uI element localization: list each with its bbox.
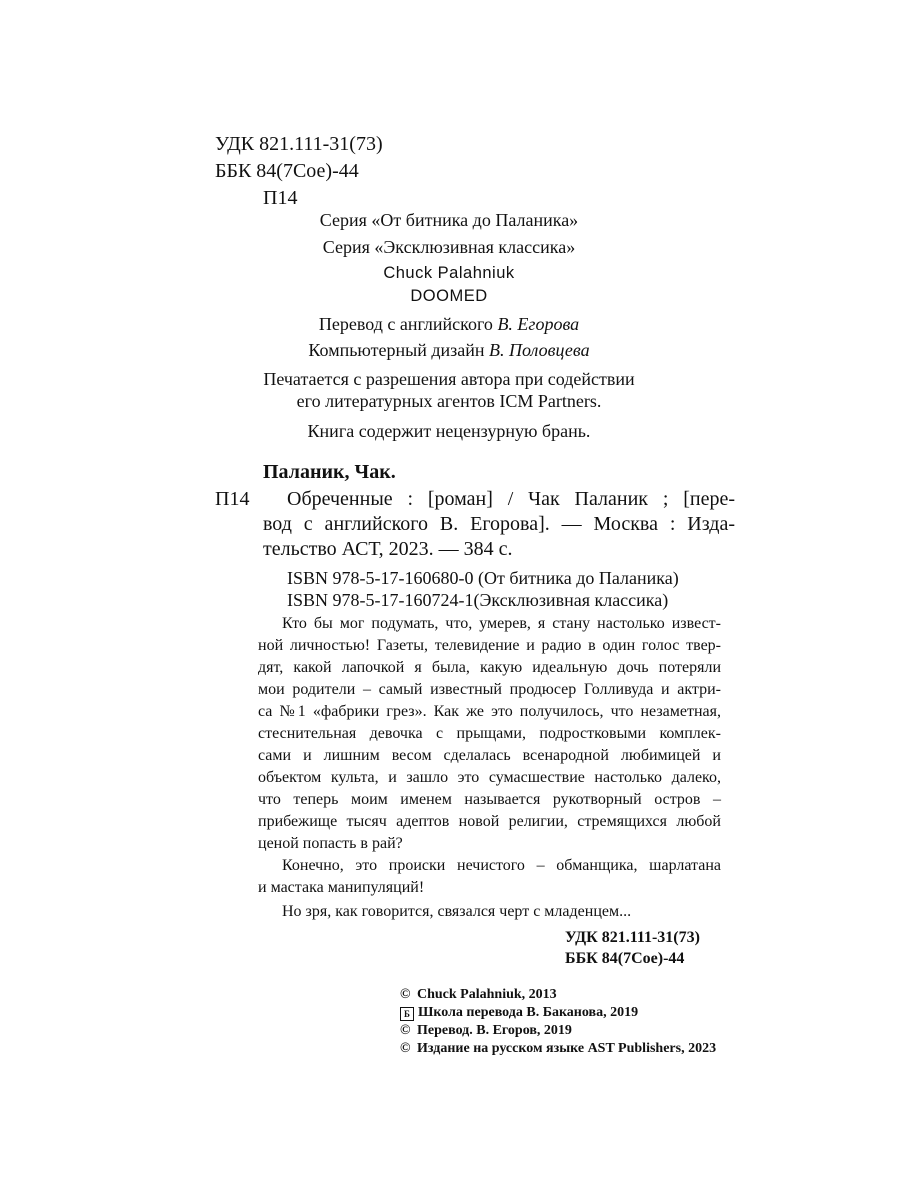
udk-code-repeat: УДК 821.111-31(73) (565, 929, 700, 946)
catalog-mark: П14 (215, 488, 250, 510)
catalog-entry-line-3: тельство АСТ, 2023. — 384 с. (263, 538, 513, 560)
copyright-icon: © (400, 1041, 411, 1056)
content-warning: Книга содержит нецензурную брань. (307, 421, 591, 441)
translation-school-icon: Б (400, 1007, 414, 1021)
permission-line-1: Печатается с разрешения автора при содействии (263, 369, 635, 389)
copyright-text: Перевод. В. Егоров, 2019 (417, 1023, 572, 1038)
udk-code: УДК 821.111-31(73) (215, 133, 383, 155)
design-credit (215, 340, 683, 361)
copyright-icon: © (400, 987, 411, 1002)
catalog-heading: Паланик, Чак. (263, 461, 396, 483)
annotation-line: и мастака манипуляций! (258, 879, 425, 896)
designer-name: В. Половцева (489, 340, 590, 360)
catalog-entry-line-2: вод с английского В. Егорова]. — Москва : Изда- (263, 513, 735, 535)
copyright-text: Школа перевода В. Баканова, 2019 (418, 1005, 639, 1020)
annotation-line: са №1 «фабрики грез». Как же это получилось, что незаметная, (258, 703, 721, 720)
author-mark: П14 (263, 187, 298, 209)
copyright-line (400, 987, 557, 1003)
annotation-line: Кто бы мог подумать, что, умерев, я стану настолько извест- (282, 615, 721, 632)
copyright-line (400, 1023, 572, 1039)
catalog-entry-line-1: Обреченные : [роман] / Чак Паланик ; [пере- (287, 488, 735, 510)
translation-credit (215, 314, 683, 335)
isbn-1: ISBN 978-5-17-160680-0 (От битника до Паланика) (287, 568, 679, 588)
annotation-line: ной личностью! Газеты, телевидение и радио в один голос твер- (258, 637, 721, 654)
isbn-2: ISBN 978-5-17-160724-1(Эксклюзивная классика) (287, 590, 669, 610)
translator-name: В. Егорова (497, 314, 580, 334)
translation-prefix: Перевод с английского (318, 314, 493, 334)
bbk-code-repeat: ББК 84(7Сое)-44 (565, 950, 685, 967)
permission-line-2: его литературных агентов ICM Partners. (296, 391, 602, 411)
copyright-text: Издание на русском языке AST Publishers, 2023 (417, 1041, 717, 1056)
annotation-line: что теперь моим именем называется рукотворный остров – (258, 791, 721, 808)
bbk-code: ББК 84(7Сое)-44 (215, 160, 359, 182)
annotation-line: ценой попасть в рай? (258, 835, 403, 852)
annotation-line: прибежище тысяч адептов новой религии, стремящихся любой (258, 813, 721, 830)
series-line-1: Серия «От битника до Паланика» (319, 210, 579, 230)
design-prefix: Компьютерный дизайн (308, 340, 485, 360)
annotation-line: объектом культа, и зашло это сумасшествие настолько далеко, (258, 769, 721, 786)
annotation-line: Конечно, это происки нечистого – обманщика, шарлатана (282, 857, 721, 874)
copyright-icon: © (400, 1023, 411, 1038)
annotation-line: мои родители – самый известный продюсер Голливуда и актри- (258, 681, 721, 698)
annotation-paragraph-3: Но зря, как говорится, связался черт с младенцем... (282, 903, 632, 920)
original-title: DOOMED (410, 287, 488, 305)
annotation-line: стеснительная девочка с прыщами, подростковыми комплек- (258, 725, 721, 742)
copyright-text: Chuck Palahniuk, 2013 (417, 987, 557, 1002)
copyright-line (400, 1005, 638, 1021)
original-author: Chuck Palahniuk (383, 264, 515, 282)
copyright-line (400, 1041, 716, 1057)
annotation-line: сами и лишним весом сделалась всенародной любимицей и (258, 747, 721, 764)
annotation-line: дят, какой лапочкой я была, какую идеальную дочь потеряли (258, 659, 721, 676)
series-line-2: Серия «Эксклюзивная классика» (322, 237, 576, 257)
